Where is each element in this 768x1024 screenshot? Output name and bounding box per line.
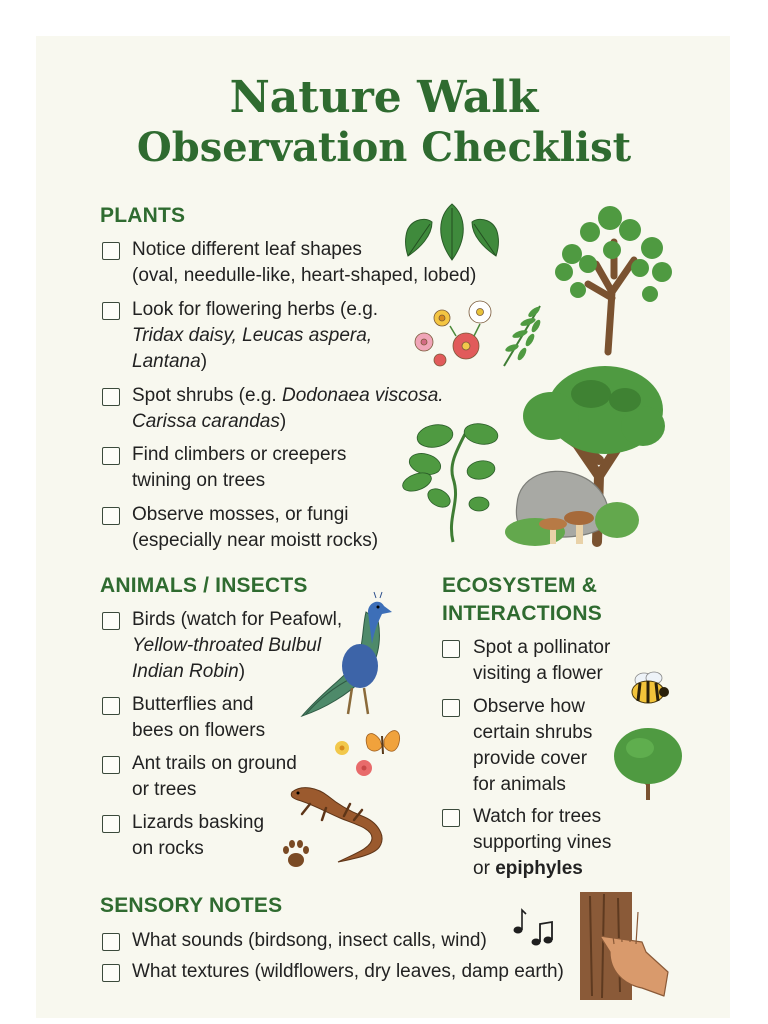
sensory-item-1: What sounds (birdsong, insect calls, wind) [132, 930, 487, 951]
sensory-heading: SENSORY NOTES [100, 894, 283, 917]
plants-heading: PLANTS [100, 204, 186, 227]
checkbox-animals-4[interactable] [102, 815, 120, 833]
animals-heading: ANIMALS / INSECTS [100, 574, 308, 597]
plants-item-3: Spot shrubs (e.g. Dodonaea viscosa. Carissa carandas) [132, 385, 444, 432]
checkbox-animals-3[interactable] [102, 756, 120, 774]
checkbox-eco-2[interactable] [442, 699, 460, 717]
checkbox-plants-5[interactable] [102, 507, 120, 525]
eco-item-2: Observe how certain shrubs provide cover for animals [473, 696, 593, 795]
butterfly-icon [328, 722, 404, 784]
ecosystem-heading: ECOSYSTEM & INTERACTIONS [442, 574, 602, 625]
checkbox-eco-1[interactable] [442, 640, 460, 658]
peacock-icon [296, 598, 400, 722]
plants-item-4: Find climbers or creepers twining on trees [132, 444, 347, 491]
title-line-1: Nature Walk [229, 72, 539, 123]
checkbox-plants-4[interactable] [102, 447, 120, 465]
climber-plant-icon [395, 420, 505, 546]
paw-print-icon [280, 838, 312, 870]
bee-icon [622, 666, 672, 710]
animals-item-2: Butterflies and bees on flowers [132, 694, 266, 741]
music-note-icon [512, 908, 556, 948]
animals-item-1: Birds (watch for Peafowl, Yellow-throated Bulbul Indian Robin) [132, 609, 343, 682]
fern-icon [500, 300, 546, 370]
checkbox-plants-1[interactable] [102, 242, 120, 260]
animals-item-4: Lizards basking on rocks [132, 812, 265, 859]
tree-icon [548, 202, 678, 354]
sensory-item-2: What textures (wildflowers, dry leaves, damp earth) [132, 961, 564, 982]
plants-item-2: Look for flowering herbs (e.g. Tridax daisy, Leucas aspera, Lantana) [132, 299, 379, 372]
animals-item-3: Ant trails on ground or trees [132, 753, 297, 800]
checkbox-plants-2[interactable] [102, 302, 120, 320]
leaves-icon [402, 202, 502, 262]
flowers-icon [410, 296, 504, 368]
checkbox-sensory-2[interactable] [102, 964, 120, 982]
checkbox-animals-1[interactable] [102, 612, 120, 630]
checkbox-sensory-1[interactable] [102, 933, 120, 951]
checkbox-animals-2[interactable] [102, 697, 120, 715]
mushroom-icon [538, 508, 596, 548]
eco-item-3: Watch for trees supporting vines or epiphyles [473, 806, 612, 879]
checkbox-plants-3[interactable] [102, 388, 120, 406]
plants-item-5: Observe mosses, or fungi (especially near moistt rocks) [132, 504, 379, 551]
shrub-icon [610, 726, 688, 802]
eco-item-1: Spot a pollinator visiting a flower [473, 637, 611, 684]
title-line-2: Observation Checklist [136, 124, 632, 171]
hand-on-bark-icon [580, 892, 670, 1002]
plants-item-1: Notice different leaf shapes (oval, needulle-like, heart-shaped, lobed) [132, 239, 477, 286]
checkbox-eco-3[interactable] [442, 809, 460, 827]
